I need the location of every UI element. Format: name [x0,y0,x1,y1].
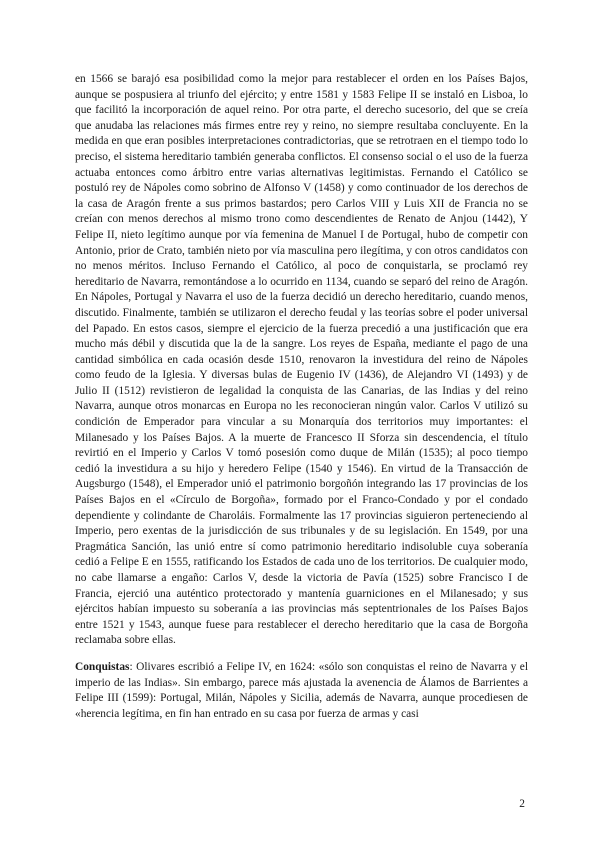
page-number: 2 [519,798,525,810]
paragraph-2 [75,660,528,722]
paragraph-2-text: : Olivares escribió a Felipe IV, en 1624: «sólo son conquistas el reino de Navarra y el imperio de las Indias». Sin embargo, parece más ajustada la avenencia de Álamos de Barrientes a Felipe III (1599): Portugal, Milán, Nápoles y Sicilia, además de Navarra, aunque procediesen de «herencia legítima, en fin han entrado en su casa por fuerza de armas y casi [75,660,528,720]
body-text [75,72,528,722]
paragraph-1: en 1566 se barajó esa posibilidad como la mejor para restablecer el orden en los Países Bajos, aunque se pospusiera al triunfo del ejército; y entre 1581 y 1583 Felipe II se instaló en Lisboa, lo que facilitó la incorporación de aquel reino. Por otra parte, el derecho sucesorio, del que se creía que anudaba las relaciones más firmes entre rey y reino, no siempre resultaba concluyente. En la medida en que eran posibles interpretaciones contradictorias, que se retrotraen en el tiempo todo lo preciso, el sistema hereditario también generaba conflictos. El consenso social o el uso de la fuerza actuaba entonces como árbitro entre varias alternativas legitimistas. Fernando el Católico se postuló rey de Nápoles como sobrino de Alfonso V (1458) y como continuador de los derechos de la casa de Aragón frente a sus primos bastardos; pero Carlos VIII y Luis XII de Francia no se creían con menos derechos al mismo trono como descendientes de Renato de Anjou (1442), Y Felipe II, nieto legítimo aunque por vía femenina de Manuel I de Portugal, hubo de competir con Antonio, prior de Crato, también nieto por vía masculina pero ilegítima, y con otros candidatos con no menos méritos. Incluso Fernando el Católico, al poco de conquistarla, se proclamó rey hereditario de Navarra, remontándose a lo ocurrido en 1134, cuando se separó del reino de Aragón. En Nápoles, Portugal y Navarra el uso de la fuerza decidió un derecho hereditario, cuando menos, discutido. Finalmente, también se utilizaron el derecho feudal y las teorías sobre el poder universal del Papado. En estos casos, siempre el ejercicio de la fuerza precedió a una justificación que era mucho más débil y discutida que la de la sangre. Los reyes de España, mediante el pago de una cantidad simbólica en cada ocasión desde 1510, renovaron la investidura del reino de Nápoles como feudo de la Iglesia. Y diversas bulas de Eugenio IV (1436), de Alejandro VI (1493) y de Julio II (1512) revistieron de legalidad la conquista de las Canarias, de las Indias y del reino Navarra, aunque otros monarcas en Europa no les reconocieran ningún valor. Carlos V utilizó su condición de Emperador para vincular a su Monarquía dos territorios muy importantes: el Milanesado y los Países Bajos. A la muerte de Francesco II Sforza sin descendencia, el título revirtió en el Imperio y Carlos V tomó posesión como duque de Milán (1535); al poco tiempo cedió la investidura a su hijo y heredero Felipe (1540 y 1546). En virtud de la Transacción de Augsburgo (1548), el Emperador unió el patrimonio borgoñón integrando las 17 provincias de los Países Bajos en el «Círculo de Borgoña», formado por el Franco-Condado y por el condado dependiente y colindante de Charoláis. Formalmente las 17 provincias siguieron perteneciendo al Imperio, pero exentas de la jurisdicción de sus tribunales y de su legislación. En 1549, por una Pragmática Sanción, las unió entre sí como patrimonio hereditario indisoluble cuya soberanía cedió a Felipe E en 1555, ratificando los Estados de cada uno de los territorios. De cualquier modo, no cabe llamarse a engaño: Carlos V, desde la victoria de Pavía (1525) sobre Francisco I de Francia, ejerció una auténtico protectorado y mantenía guarniciones en el Milanesado; y sus ejércitos habían impuesto su soberanía a ias provincias más septentrionales de los Países Bajos entre 1521 y 1543, aunque fuese para restablecer el derecho hereditario que la casa de Borgoña reclamaba sobre ellas. [75,73,528,647]
section-term: Conquistas [75,660,130,673]
